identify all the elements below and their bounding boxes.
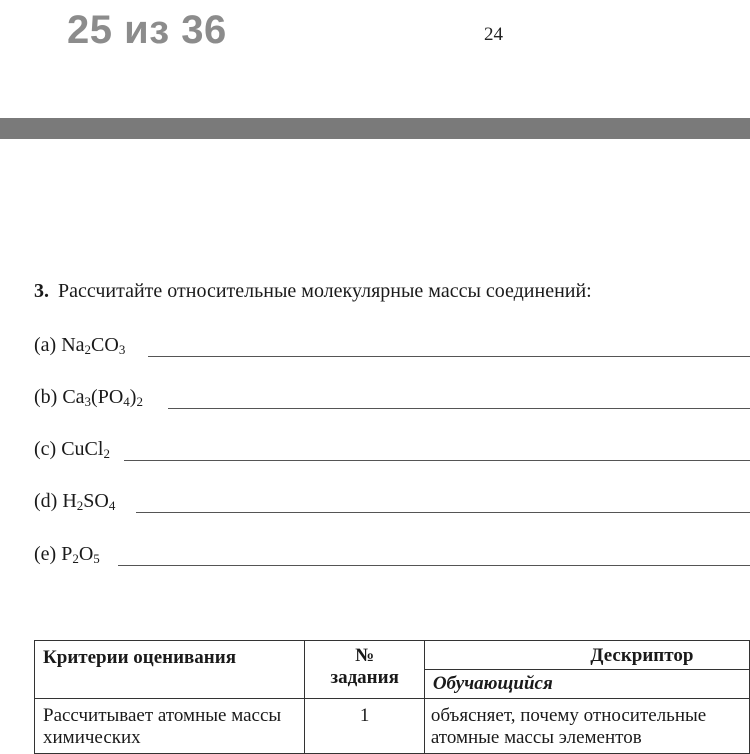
answer-line[interactable] [136,512,750,513]
page-number: 24 [484,24,503,45]
compound-item [34,334,125,362]
header-descriptor: Дескриптор Обучающийся [424,641,749,699]
answer-line[interactable] [148,356,750,357]
answer-line[interactable] [124,460,750,461]
row1-descriptor: объясняет, почему относительные атомные массы элементов [424,699,749,754]
compound-label: (b) $Ca_3(PO_4)_2$ [34,386,143,409]
task-heading [34,280,592,303]
header-criteria: Критерии оценивания [35,641,305,699]
viewer-top-bar [0,0,750,118]
page-divider [0,118,750,139]
compound-label: (e) $P_2O_5$ [34,543,100,566]
task-prompt: Рассчитайте относительные молекулярные массы соединений: [58,280,592,302]
row1-criteria: Рассчитывает атомные массы химических [35,699,305,754]
answer-line[interactable] [118,565,750,566]
task-number: 3. [34,280,49,302]
header-task-number: № задания [305,641,424,699]
answer-line[interactable] [168,408,750,409]
criteria-table [34,640,750,754]
compound-label: (c) CuCl$_2$ [34,438,110,461]
compound-item [34,490,115,518]
compound-item [34,386,143,414]
row1-task-number: 1 [305,699,424,754]
compound-label: (a) $Na_2CO_3$ [34,334,126,357]
compound-item [34,438,110,466]
compound-item [34,543,100,571]
page-counter: 25 из 36 [67,8,227,52]
compound-label: (d) $H_2SO_4$ [34,490,116,513]
